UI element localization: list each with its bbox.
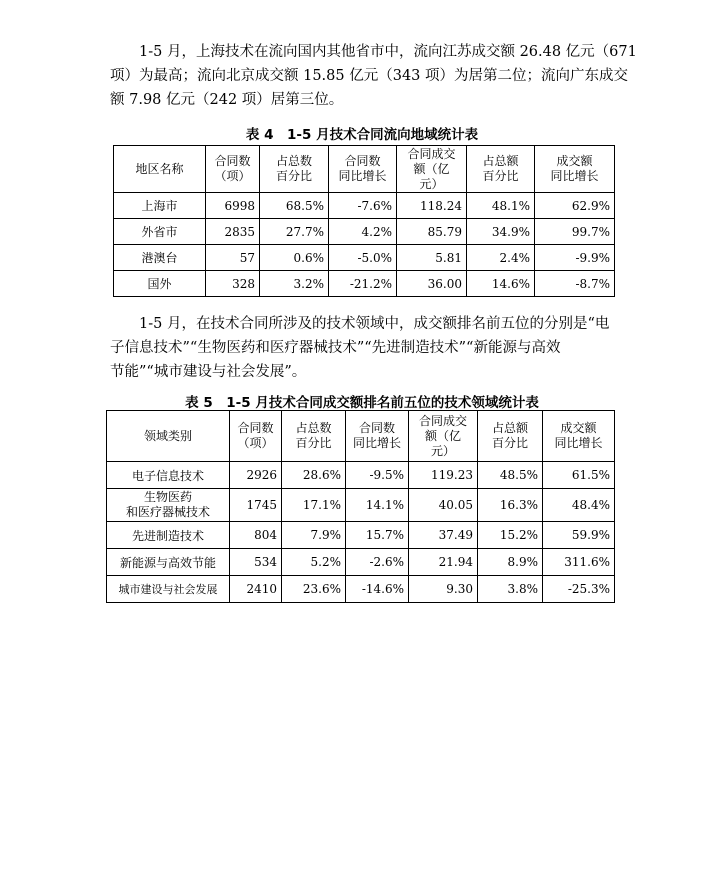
row-label-cell	[107, 576, 230, 603]
value-cell: 34.9%	[467, 219, 535, 245]
value-cell: -7.6%	[329, 193, 397, 219]
value-cell: 14.6%	[467, 271, 535, 297]
table-row	[107, 549, 615, 576]
table-row	[114, 245, 615, 271]
table-header-row	[107, 411, 615, 462]
header-text: 合同数	[344, 154, 381, 168]
paragraph-line: 项）为最高；流向北京成交额 15.85 亿元（343 项）为居第二位；流向广东成交	[110, 68, 629, 84]
value-cell: -5.0%	[329, 245, 397, 271]
header-text: 元）	[419, 176, 444, 191]
value-cell: 48.5%	[478, 462, 543, 489]
column-header	[346, 411, 409, 462]
value-cell: 57	[206, 245, 260, 271]
row-label-text: 和医疗器械技术	[125, 505, 210, 519]
value-cell: 2.4%	[467, 245, 535, 271]
value-cell: -25.3%	[543, 576, 615, 603]
value-cell: 7.9%	[282, 522, 346, 549]
header-text: 合同数	[358, 421, 395, 435]
table-row	[114, 193, 615, 219]
value-cell: 62.9%	[535, 193, 615, 219]
row-label-cell: 外省市	[114, 219, 206, 245]
value-cell: 21.94	[409, 549, 478, 576]
column-header	[543, 411, 615, 462]
value-cell: 6998	[206, 193, 260, 219]
table-row	[107, 522, 615, 549]
row-label-text: 先进制造技术	[131, 528, 204, 543]
column-header	[329, 146, 397, 193]
header-text: 成交额	[556, 154, 593, 168]
header-text: 额（亿	[413, 161, 450, 176]
value-cell: 804	[230, 522, 282, 549]
value-cell: 119.23	[409, 462, 478, 489]
row-label-cell	[107, 522, 230, 549]
column-header	[114, 146, 206, 193]
table5-caption: 表 5 1-5 月技术合同成交额排名前五位的技术领域统计表	[185, 395, 539, 411]
row-label-cell	[107, 462, 230, 489]
value-cell: 16.3%	[478, 489, 543, 522]
value-cell: 15.2%	[478, 522, 543, 549]
value-cell: 5.81	[397, 245, 467, 271]
value-cell: 23.6%	[282, 576, 346, 603]
paragraph-line: 1-5 月，上海技术在流向国内其他省市中，流向江苏成交额 26.48 亿元（671	[139, 44, 637, 60]
value-cell: 61.5%	[543, 462, 615, 489]
value-cell: 27.7%	[260, 219, 329, 245]
column-header	[260, 146, 329, 193]
header-text: 同比增长	[550, 169, 599, 183]
value-cell: 40.05	[409, 489, 478, 522]
column-header	[107, 411, 230, 462]
value-cell: 59.9%	[543, 522, 615, 549]
value-cell: 99.7%	[535, 219, 615, 245]
value-cell: 2835	[206, 219, 260, 245]
value-cell: 2410	[230, 576, 282, 603]
header-text: 合同数	[214, 154, 251, 168]
table5-tech-fields	[106, 410, 615, 603]
value-cell: 328	[206, 271, 260, 297]
value-cell: 8.9%	[478, 549, 543, 576]
value-cell: 15.7%	[346, 522, 409, 549]
header-text: 地区名称	[135, 161, 184, 176]
header-text: （项）	[214, 169, 251, 183]
header-text: （项）	[237, 436, 274, 450]
column-header	[478, 411, 543, 462]
header-text: 合同成交	[418, 413, 467, 428]
header-text: 领域类别	[143, 428, 192, 443]
value-cell: 28.6%	[282, 462, 346, 489]
value-cell: 68.5%	[260, 193, 329, 219]
value-cell: 3.2%	[260, 271, 329, 297]
value-cell: -2.6%	[346, 549, 409, 576]
header-text: 同比增长	[338, 169, 387, 183]
header-text: 百分比	[295, 436, 332, 450]
column-header	[535, 146, 615, 193]
row-label-cell: 上海市	[114, 193, 206, 219]
column-header	[230, 411, 282, 462]
header-text: 占总额	[482, 154, 519, 168]
header-text: 同比增长	[352, 436, 401, 450]
value-cell: 2926	[230, 462, 282, 489]
column-header	[467, 146, 535, 193]
header-text: 占总数	[275, 154, 312, 168]
header-text: 合同数	[237, 421, 274, 435]
column-header	[206, 146, 260, 193]
value-cell: 36.00	[397, 271, 467, 297]
row-label-cell: 港澳台	[114, 245, 206, 271]
header-text: 百分比	[275, 169, 312, 183]
value-cell: 9.30	[409, 576, 478, 603]
paragraph-flow-regions	[110, 40, 637, 112]
header-text: 元）	[430, 443, 455, 458]
paragraph-line: 额 7.98 亿元（242 项）居第三位。	[110, 92, 344, 108]
header-text: 成交额	[560, 421, 597, 435]
value-cell: 1745	[230, 489, 282, 522]
value-cell: 17.1%	[282, 489, 346, 522]
header-text: 额（亿	[424, 428, 461, 443]
table-row	[107, 489, 615, 522]
value-cell: 0.6%	[260, 245, 329, 271]
paragraph-line: 1-5 月，在技术合同所涉及的技术领域中，成交额排名前五位的分别是“电	[139, 316, 610, 332]
row-label-cell	[107, 549, 230, 576]
row-label-text: 新能源与高效节能	[119, 555, 216, 570]
value-cell: 48.4%	[543, 489, 615, 522]
value-cell: 534	[230, 549, 282, 576]
table-row	[114, 219, 615, 245]
value-cell: 14.1%	[346, 489, 409, 522]
table4-caption: 表 4 1-5 月技术合同流向地域统计表	[245, 127, 479, 143]
row-label-text: 生物医药	[143, 490, 192, 504]
header-text: 占总数	[295, 421, 332, 435]
column-header	[409, 411, 478, 462]
value-cell: 118.24	[397, 193, 467, 219]
value-cell: -9.9%	[535, 245, 615, 271]
header-text: 同比增长	[554, 436, 603, 450]
header-text: 占总额	[491, 421, 528, 435]
row-label-text: 城市建设与社会发展	[118, 583, 218, 596]
header-text: 百分比	[491, 436, 528, 450]
table-row	[107, 576, 615, 603]
table-row	[114, 271, 615, 297]
header-text: 合同成交	[407, 146, 456, 161]
value-cell: 4.2%	[329, 219, 397, 245]
paragraph-line: 子信息技术”“生物医药和医疗器械技术”“先进制造技术”“新能源与高效	[110, 340, 561, 356]
value-cell: -8.7%	[535, 271, 615, 297]
row-label-text: 电子信息技术	[131, 468, 204, 483]
column-header	[282, 411, 346, 462]
value-cell: -21.2%	[329, 271, 397, 297]
row-label-cell: 国外	[114, 271, 206, 297]
value-cell: -9.5%	[346, 462, 409, 489]
value-cell: 48.1%	[467, 193, 535, 219]
column-header	[397, 146, 467, 193]
value-cell: 3.8%	[478, 576, 543, 603]
row-label-cell	[107, 489, 230, 522]
value-cell: 85.79	[397, 219, 467, 245]
value-cell: 5.2%	[282, 549, 346, 576]
value-cell: 37.49	[409, 522, 478, 549]
value-cell: 311.6%	[543, 549, 615, 576]
paragraph-tech-fields	[110, 312, 614, 384]
paragraph-line: 节能”“城市建设与社会发展”。	[110, 364, 307, 380]
header-text: 百分比	[482, 169, 519, 183]
table-row	[107, 462, 615, 489]
table4-region-flow	[113, 145, 615, 297]
table-header-row	[114, 146, 615, 193]
value-cell: -14.6%	[346, 576, 409, 603]
